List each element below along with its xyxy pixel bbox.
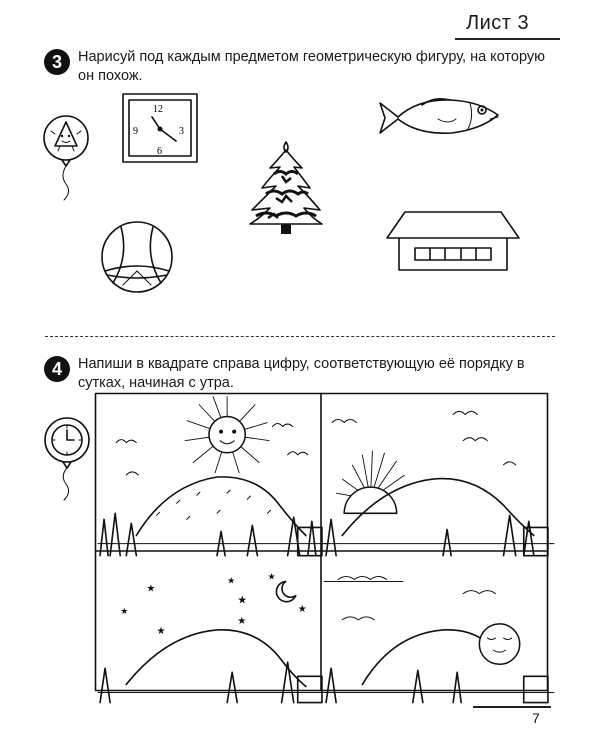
svg-text:★: ★: [267, 571, 276, 582]
svg-text:★: ★: [227, 575, 236, 586]
fish-item: [378, 95, 503, 141]
svg-text:★: ★: [120, 605, 129, 616]
balloon-clock-icon: [44, 416, 94, 500]
clock-digit-6: 6: [157, 146, 162, 157]
svg-text:★: ★: [237, 594, 248, 607]
clock-digit-3: 3: [179, 126, 184, 137]
panel-sun-noon: [96, 394, 328, 560]
house-item: [383, 210, 523, 272]
sheet-title: Лист 3: [466, 12, 530, 34]
page-number-rule: [473, 706, 551, 708]
task-3-instruction: Нарисуй под каждым предметом геометрическую фигуру, на которую он похож.: [78, 49, 546, 84]
page-number: 7: [532, 710, 540, 726]
balloon-triangle-icon: [42, 112, 92, 202]
svg-text:★: ★: [146, 583, 156, 595]
panel-sunset: [322, 394, 554, 560]
task-4-instruction: Напиши в квадрате справа цифру, соответствующую её порядку в сутках, начиная с утра.: [78, 356, 525, 391]
fir-tree-item: [246, 140, 326, 238]
clock-digit-12: 12: [153, 104, 163, 115]
svg-text:★: ★: [297, 603, 307, 615]
panel-night: [96, 551, 328, 717]
wall-clock-item: [122, 93, 200, 165]
ball-item: [99, 219, 177, 295]
section-divider: [45, 336, 555, 337]
task-4-number: 4: [44, 356, 70, 382]
panel-moonset: [322, 551, 554, 717]
svg-text:★: ★: [237, 615, 247, 627]
sheet-title-underline: [455, 38, 560, 40]
clock-digit-9: 9: [133, 126, 138, 137]
task-3-number: 3: [44, 49, 70, 75]
svg-text:★: ★: [156, 626, 166, 637]
